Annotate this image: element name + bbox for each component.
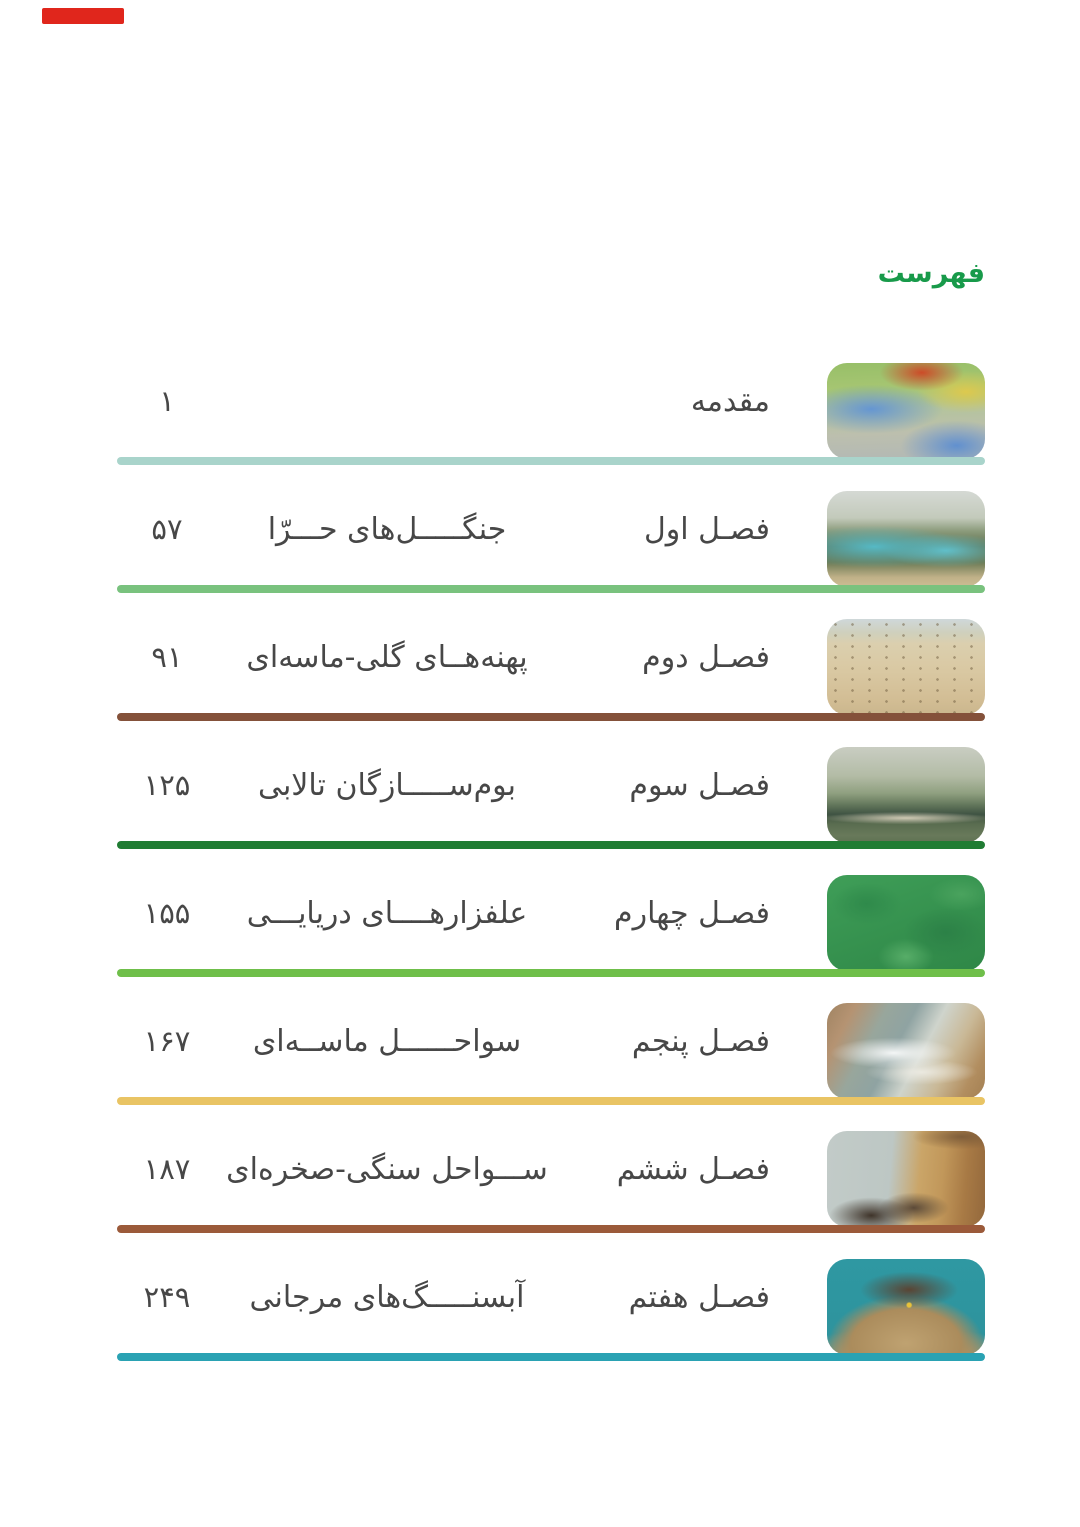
chapter-label: فصـل هفتم <box>628 1280 770 1315</box>
toc-row <box>117 482 985 594</box>
toc-row <box>117 1250 985 1362</box>
page-number: ۵۷ <box>151 512 183 546</box>
row-separator-line <box>117 1353 985 1361</box>
row-separator-line <box>117 841 985 849</box>
page-number: ۱۲۵ <box>143 768 191 802</box>
toc-row <box>117 1122 985 1234</box>
wetland-ecosystem-thumbnail <box>827 747 985 843</box>
row-separator-line <box>117 585 985 593</box>
coral-reef-thumbnail <box>827 1259 985 1355</box>
mud-sand-flat-thumbnail <box>827 619 985 715</box>
chapter-label: فصـل چهارم <box>614 896 770 931</box>
page-number: ۲۴۹ <box>143 1280 191 1314</box>
chapter-label: فصـل پنجم <box>631 1024 770 1059</box>
chapter-title: پهنه‌هــای گلی-ماسه‌ای <box>246 640 528 675</box>
page-title: فهرست <box>877 258 985 289</box>
page-number: ۹۱ <box>151 640 183 674</box>
chapter-label: مقدمه <box>690 384 770 419</box>
chapter-title: ســـواحل سنگی-صخره‌ای <box>226 1152 548 1187</box>
toc-row <box>117 738 985 850</box>
row-separator-line <box>117 1225 985 1233</box>
persian-gulf-map-thumbnail <box>827 363 985 459</box>
toc-row <box>117 354 985 466</box>
page-number: ۱۶۷ <box>143 1024 191 1058</box>
chapter-label: فصـل دوم <box>642 640 770 675</box>
chapter-label: فصـل سوم <box>629 768 770 803</box>
sandy-beach-thumbnail <box>827 1003 985 1099</box>
chapter-title: علفزارهــــای دریایـــی <box>246 896 528 931</box>
toc-row <box>117 610 985 722</box>
row-separator-line <box>117 713 985 721</box>
chapter-title: آبسنـــــگ‌های مرجانی <box>249 1280 525 1315</box>
page-number: ۱۵۵ <box>143 896 191 930</box>
chapter-label: فصـل ششم <box>616 1152 770 1187</box>
row-separator-line <box>117 969 985 977</box>
page-number: ۱۸۷ <box>143 1152 191 1186</box>
red-marker-bar <box>42 8 124 24</box>
chapter-title: بوم‌ســـــازگان تالابی <box>257 768 517 803</box>
chapter-label: فصـل اول <box>643 512 770 547</box>
chapter-title: سواحــــــل ماســه‌ای <box>252 1024 522 1059</box>
page-number: ۱ <box>159 384 175 418</box>
mangrove-forest-thumbnail <box>827 491 985 587</box>
toc-row <box>117 866 985 978</box>
seagrass-meadow-thumbnail <box>827 875 985 971</box>
rocky-cliff-coast-thumbnail <box>827 1131 985 1227</box>
toc-row <box>117 994 985 1106</box>
row-separator-line <box>117 1097 985 1105</box>
chapter-title: جنگـــــل‌های حـــرّا <box>267 512 507 547</box>
row-separator-line <box>117 457 985 465</box>
